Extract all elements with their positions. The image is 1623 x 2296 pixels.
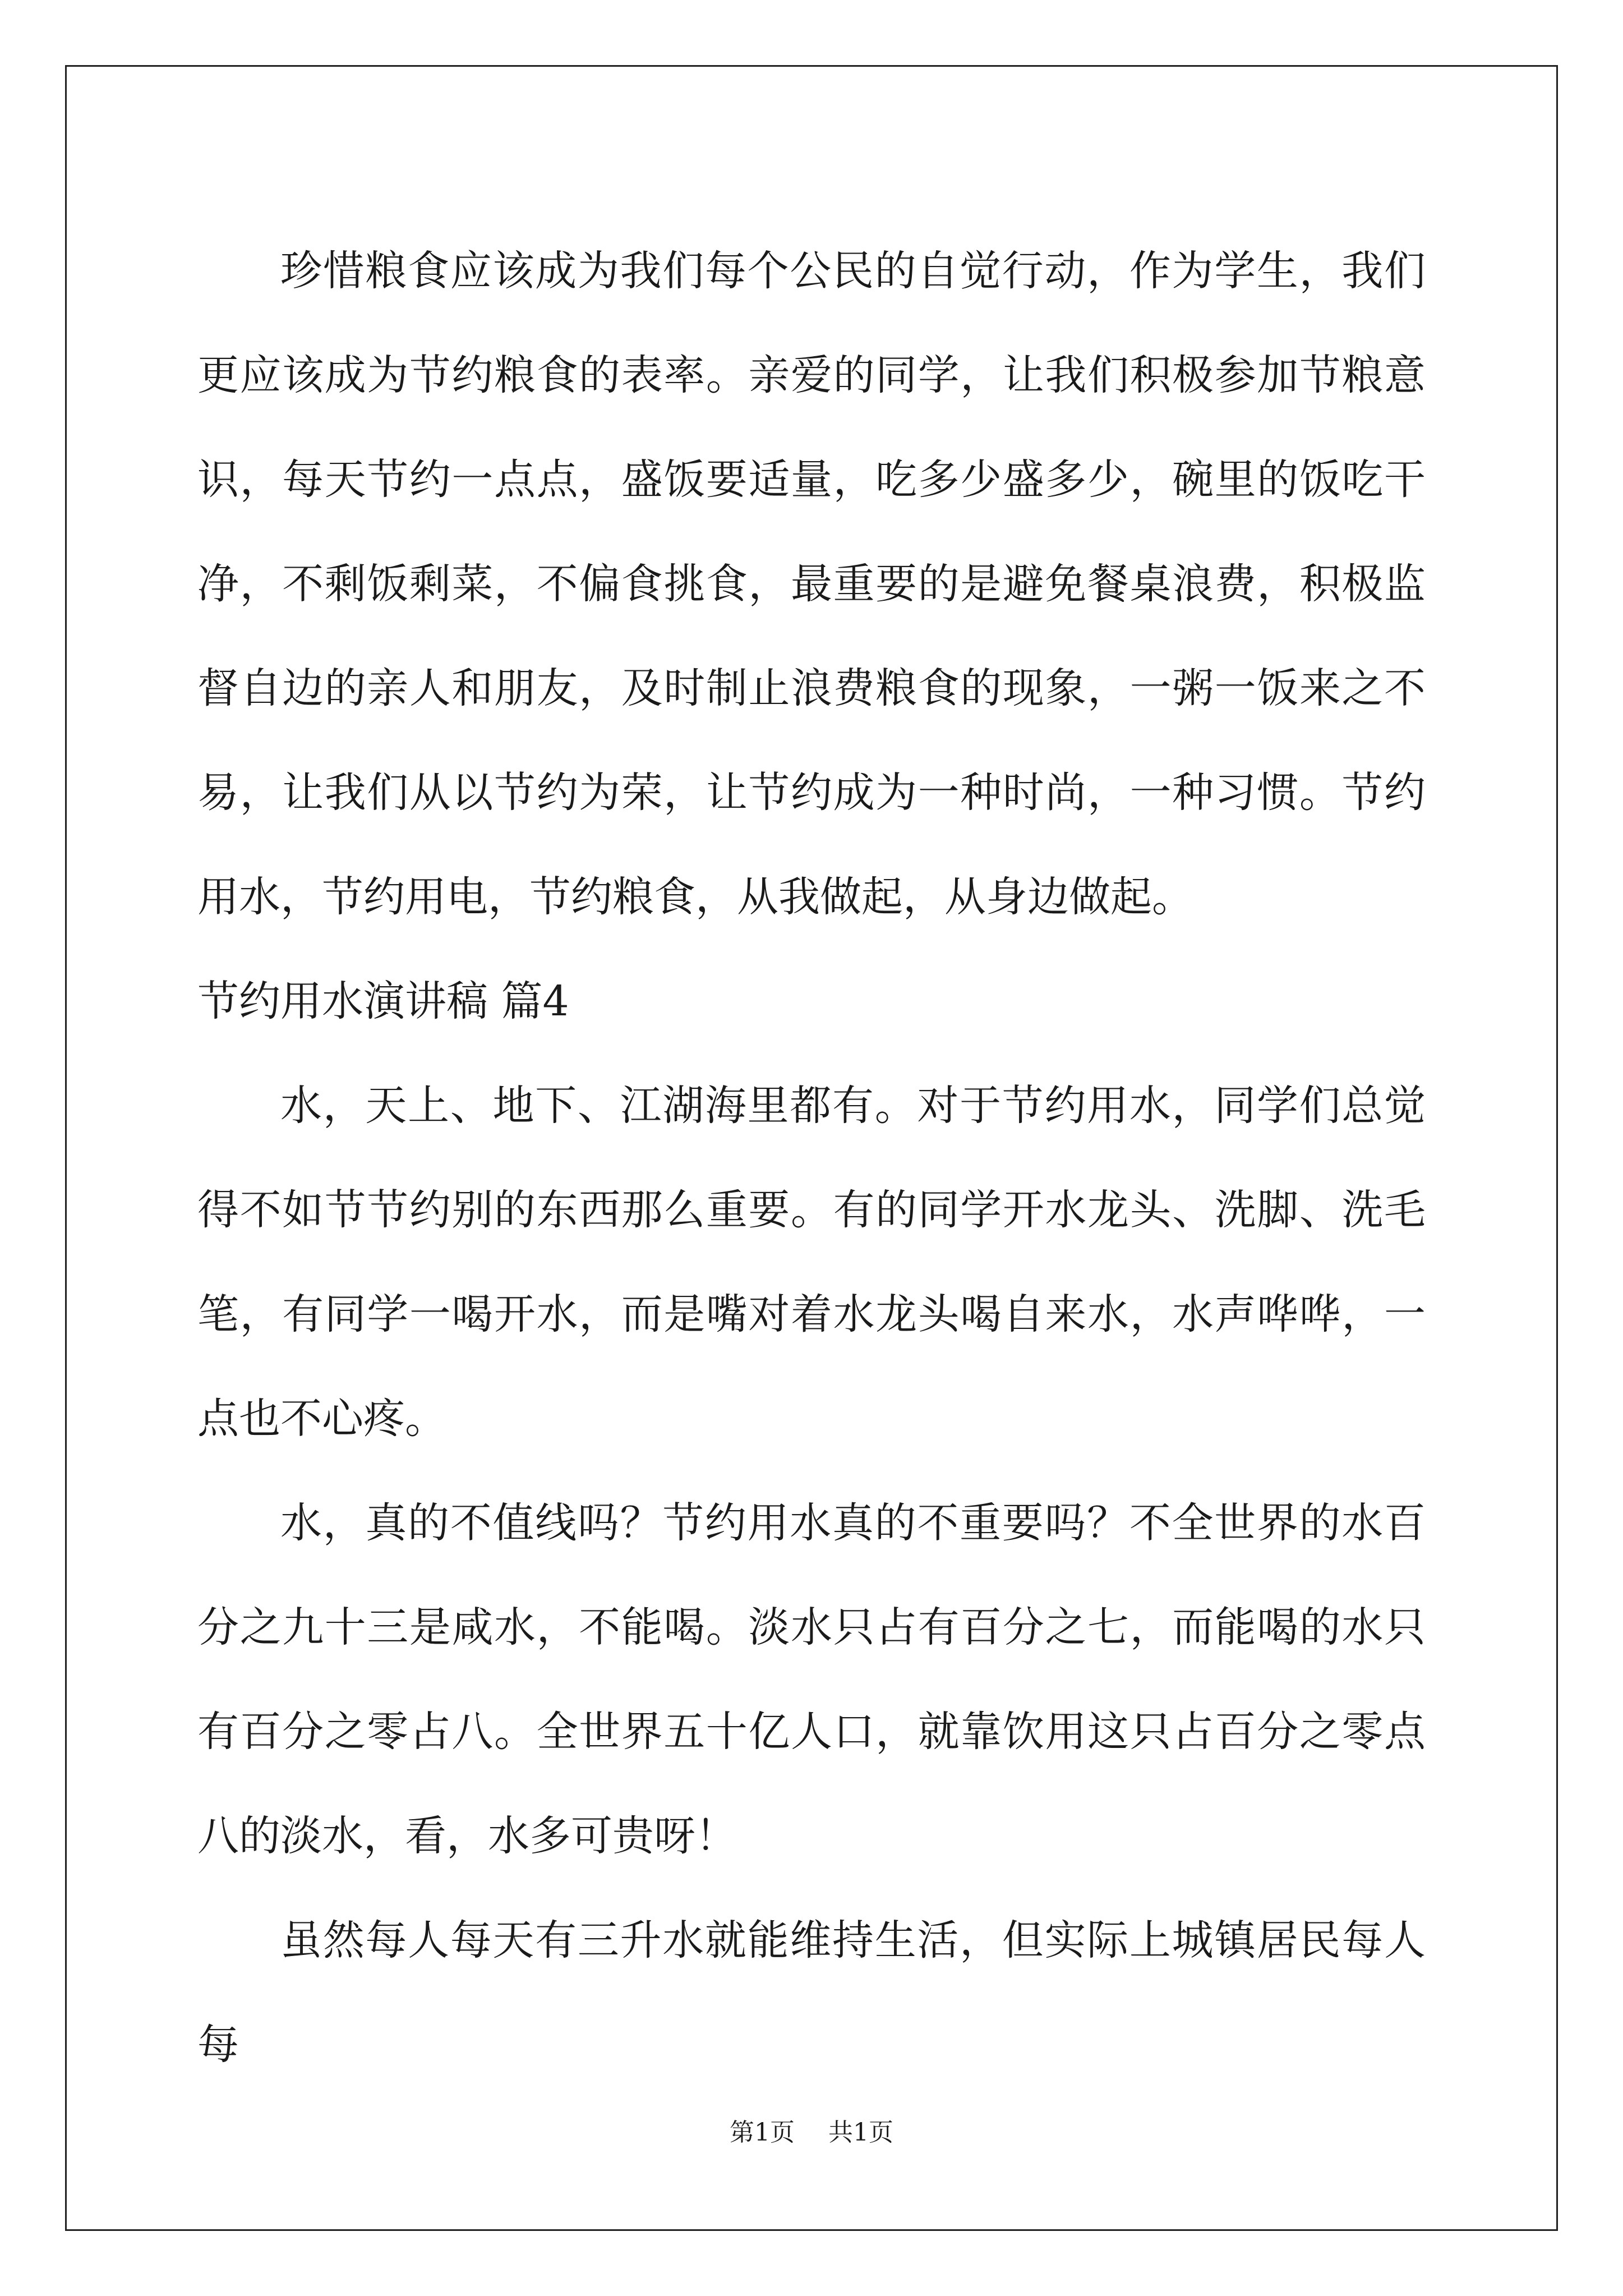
document-body [197,219,1426,2097]
section-heading: 节约用水演讲稿 篇4 [197,977,569,1025]
paragraph-water-value: 水，真的不值线吗？节约用水真的不重要吗？不全世界的水百分之九十三是咸水，不能喝。淡水只占有百分之七，而能喝的水只有百分之零占八。全世界五十亿人口，就靠饮用这只占百分之零点八的淡水，看，水多可贵呀！ [197,1499,1426,1860]
paragraph-daily-water: 虽然每人每天有三升水就能维持生活，但实际上城镇居民每人每 [197,1916,1426,2069]
paragraph-water-everywhere: 水，天上、地下、江湖海里都有。对于节约用水，同学们总觉得不如节节约别的东西那么重要。有的同学开水龙头、洗脚、洗毛笔，有同学一喝开水，而是嘴对着水龙头喝自来水，水声哗哗，一点也不心疼。 [197,1082,1426,1443]
page-total: 共1页 [828,2118,893,2147]
paragraph-grain-saving: 珍惜粮食应该成为我们每个公民的自觉行动，作为学生，我们更应该成为节约粮食的表率。亲爱的同学，让我们积极参加节粮意识，每天节约一点点，盛饭要适量，吃多少盛多少，碗里的饭吃干净，不剩饭剩菜，不偏食挑食，最重要的是避免餐桌浪费，积极监督自边的亲人和朋友，及时制止浪费粮食的现象，一粥一饭来之不易，让我们从以节约为荣，让节约成为一种时尚，一种习惯。节约用水，节约用电，节约粮食，从我做起，从身边做起。 [197,247,1426,921]
page-number: 第1页 [730,2118,795,2147]
page-footer [0,2116,1623,2150]
